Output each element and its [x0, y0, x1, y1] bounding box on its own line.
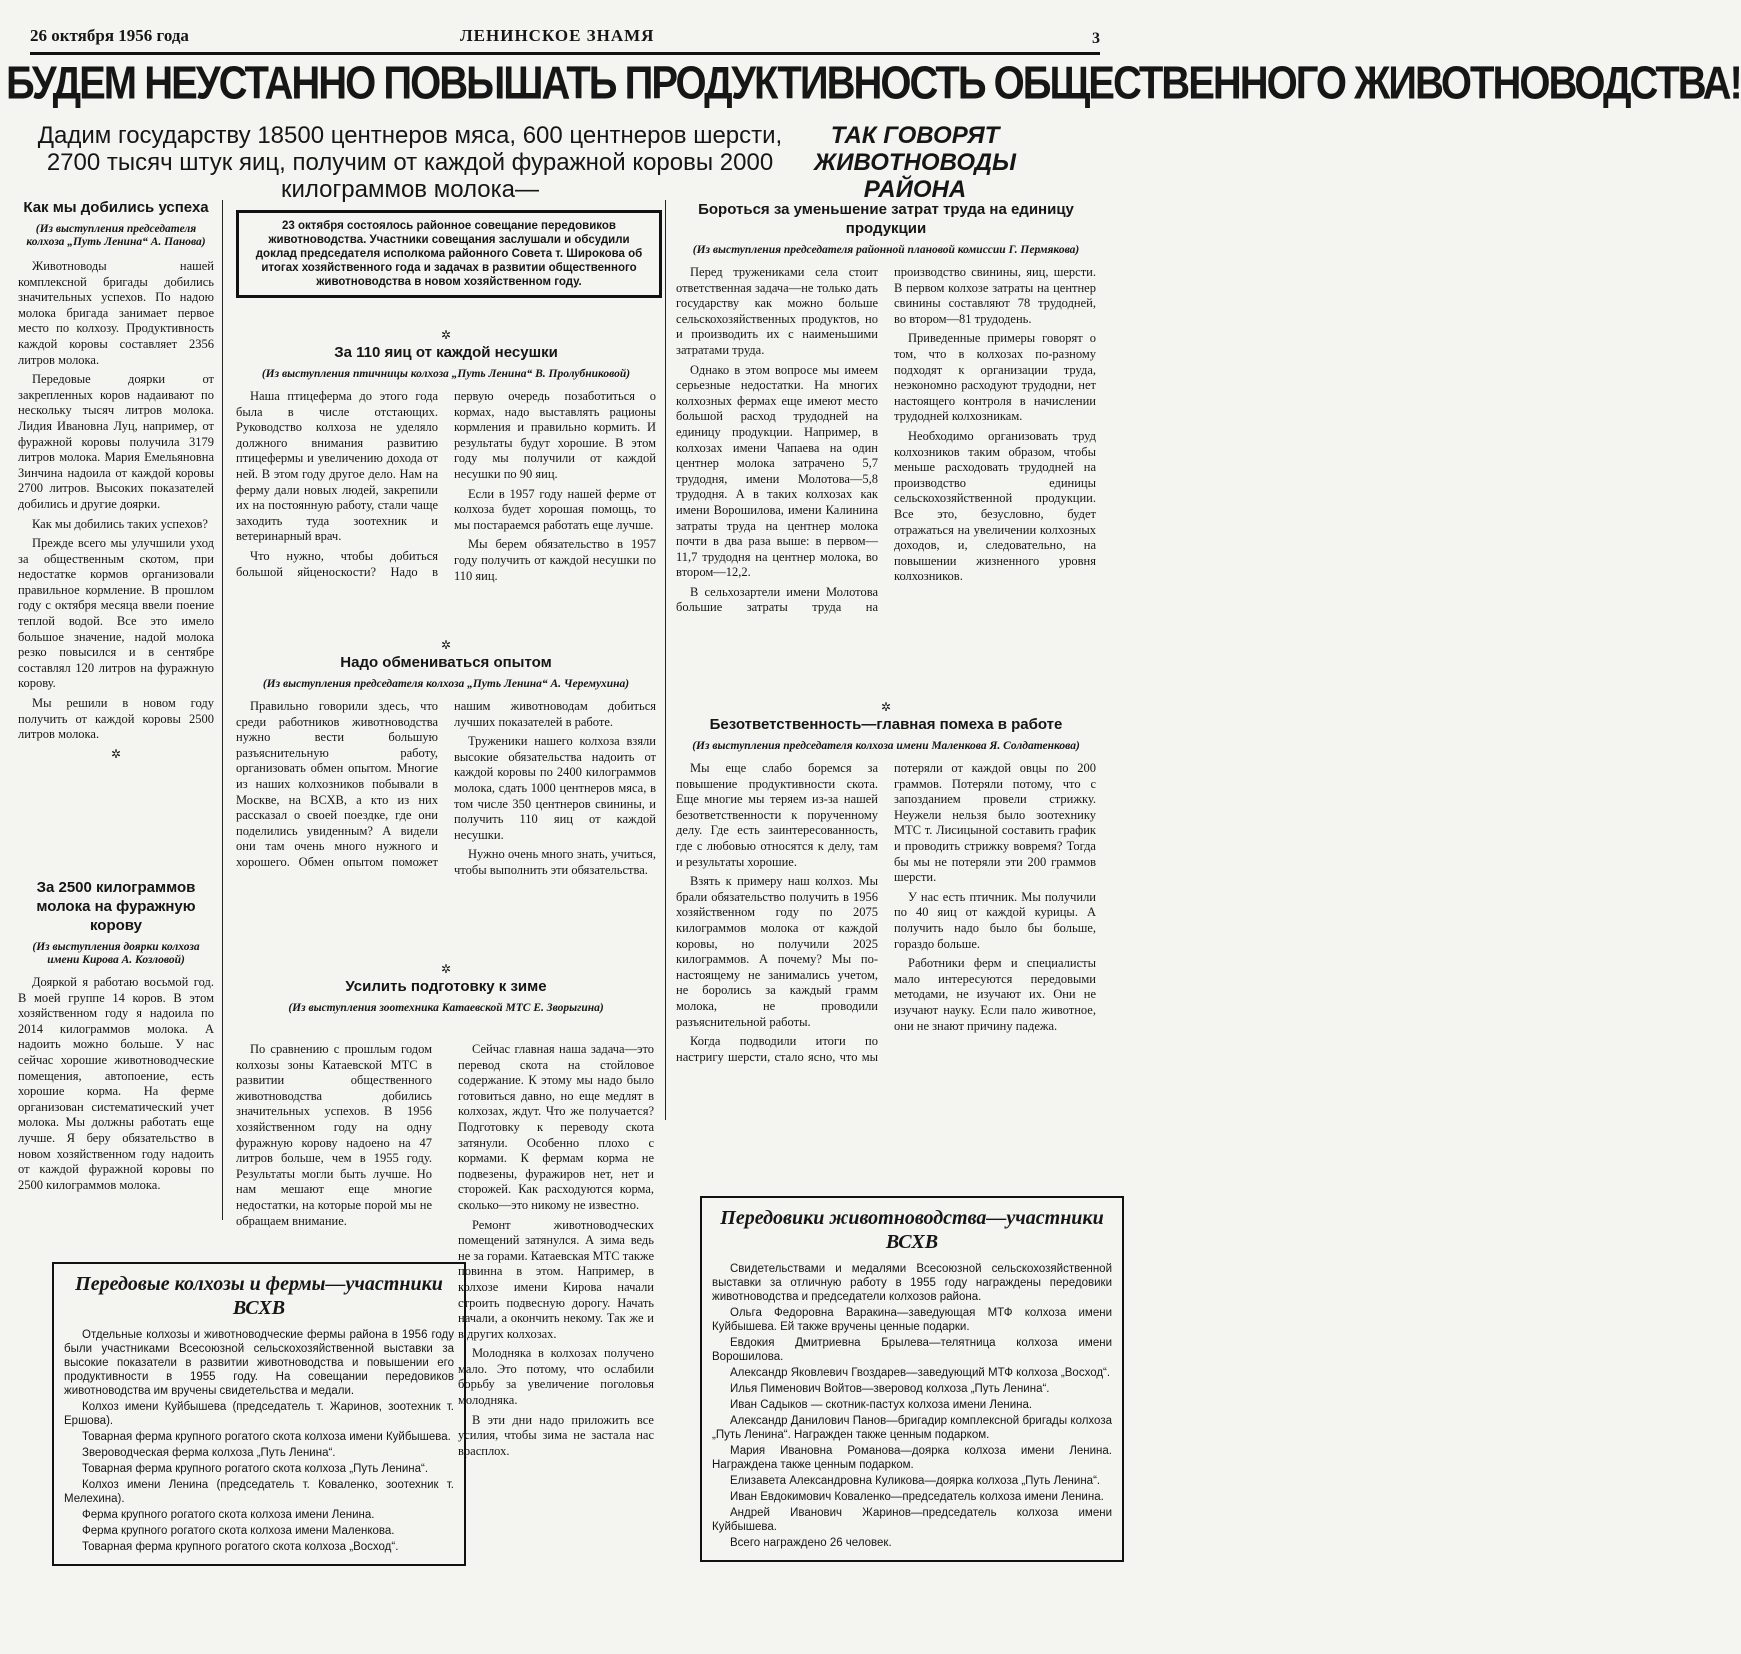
article-body [236, 389, 656, 584]
paragraph: Дояркой я работаю восьмой год. В моей группе 14 коров. В этом хозяйственном году я надоила по 2014 килограммов молока. А надоить можно больше. У нас сейчас хорошие животноводческие помещения, автопоение, есть хорошие корма. На ферме организован систематический учет молока. Мы должны работать еще лучше. Я беру обязательство в новом хозяйственном году надоить от каждой фуражной коровы по 2500 килограммов молока. [18, 975, 214, 1192]
paragraph: По сравнению с прошлым годом колхозы зоны Катаевской МТС в развитии общественного животноводства добились значительных успехов. В 1956 хозяйственном году на одну фуражную корову надоено на 47 литров больше, чем в 1955 году. Результаты могли быть лучше. Но нам мешают еще многие недостатки, на которые порой мы не обращаем внимание. [236, 1042, 432, 1228]
paragraph: Приведенные примеры говорят о том, что в колхозах по-разному подходят к организации труда, неэкономно расходуют трудодни, нет настоящего контроля в начислении трудодней колхозникам. [894, 331, 1096, 424]
paragraph: Что нужно, чтобы добиться большой яйценоскости? Надо в первую очередь позаботиться о кормах, надо выставлять рационы кормления и правильно кормить. И результаты будут хорошие. В этом году мы получили от каждой несушки по 90 яиц. [236, 389, 656, 579]
column-rule-right [665, 200, 666, 1120]
paragraph: Перед тружениками села стоит ответственная задача—не только дать государству как можно больше сельскохозяйственных продуктов, но и производить их с наименьшими затратами труда. [676, 265, 878, 357]
paragraph: Однако в этом вопросе мы имеем серьезные недостатки. На многих колхозных фермах еще имеют место большой расход трудодней на единицу продукции. Например, в колхозах имени Чапаева на один центнер молока затрачено 5,7 трудодня, имени Молотова—5,8 трудодня. А в таких колхозах как имени Ворошилова, имени Калинина затраты труда на центнер молока почти в два раза выше: в первом—11,7 трудодня на центнер молока, во втором—12,2. [676, 362, 878, 580]
article-body-col2 [458, 1042, 654, 1463]
paragraph: В эти дни надо приложить все усилия, чтобы зима не застала нас врасплох. [458, 1412, 654, 1458]
paragraph: Отдельные колхозы и животноводческие фермы района в 1956 году были участниками Всесоюзной сельскохозяйственной выставки за высокие показатели в развитии животноводства и повышении его продуктивности в 1955 году. На совещании передовиков животноводства им вручены свидетельства и медали. [64, 1329, 454, 1397]
paragraph: Взять к примеру наш колхоз. Мы брали обязательство получить в 1956 хозяйственном году по 2075 килограммов молока от каждой коровы, но получили 2025 килограммов. А почему? Мы по-настоящему не занимались учетом, не боролись за каждый грамм молока, не проводили разъяснительной работы. [676, 874, 878, 1029]
article-exchange-experience [236, 638, 656, 879]
list-item: Звероводческая ферма колхоза „Путь Ленина“. [82, 1447, 336, 1459]
paragraph: Как мы добились таких успехов? [32, 516, 208, 531]
article-reduce-labor-costs [676, 200, 1096, 616]
paragraph: Работники ферм и специалисты мало интересуются передовыми методами, не изучают их. Они не изучают науку. Если пало животное, они не знают причину падежа. [894, 956, 1096, 1033]
star-divider: ✲ [440, 328, 452, 342]
article-byline: (Из выступления птичницы колхоза „Путь Ленина“ В. Пролубниковой) [261, 368, 631, 380]
list-item: Колхоз имени Ленина (председатель т. Коваленко, зоотехник т. Мелехина). [64, 1479, 454, 1505]
list-item: Всего награждено 26 человек. [730, 1537, 892, 1549]
masthead [30, 22, 1100, 55]
list-item: Евдокия Дмитриевна Брылева—телятница колхоза имени Ворошилова. [712, 1337, 1112, 1363]
paragraph: Труженики нашего колхоза взяли высокие обязательства надоить от каждой коровы по 2400 килограммов молока, сдать 1000 центнеров мяса, в том числе 350 центнеров свинины, и получить 110 яиц от каждой несушки. [454, 734, 656, 842]
main-headline: БУДЕМ НЕУСТАННО ПОВЫШАТЬ ПРОДУКТИВНОСТЬ ОБЩЕСТВЕННОГО ЖИВОТНОВОДСТВА! [6, 58, 1741, 109]
paragraph: Мы решили в новом году получить от каждой коровы 2500 литров молока. [18, 696, 214, 742]
list-item: Колхоз имени Куйбышева (председатель т. Жаринов, зоотехник т. Ершова). [64, 1401, 454, 1427]
list-item: Андрей Иванович Жаринов—председатель колхоза имени Куйбышева. [712, 1507, 1112, 1533]
paragraph: Необходимо организовать труд колхозников таким образом, чтобы меньше расходовать трудодней на производство единицы сельскохозяйственной продукции. Все это, безусловно, будет отражаться на увеличении колхозных доходов, и, следовательно, на повышении жизненного уровня колхозников. [894, 428, 1096, 584]
article-byline: (Из выступления зоотехника Катаевской МТС Е. Зворыгина) [288, 1002, 604, 1014]
list-item: Товарная ферма крупного рогатого скота колхоза имени Куйбышева. [82, 1431, 451, 1443]
list-item: Ферма крупного рогатого скота колхоза имени Ленина. [82, 1509, 375, 1521]
article-title: Усилить подготовку к зиме [345, 978, 547, 995]
article-title: Надо обмениваться опытом [340, 654, 552, 671]
box-body [64, 1328, 454, 1554]
list-item: Александр Данилович Панов—бригадир комплексной бригады колхоза „Путь Ленина“. Награжден также ценным подарком. [712, 1415, 1112, 1441]
issue-date: 26 октября 1956 года [30, 26, 189, 45]
article-winter-preparation [236, 962, 656, 1023]
article-title: За 110 яиц от каждой несушки [334, 344, 558, 361]
box-title: Передовики животноводства—участники ВСХВ [720, 1207, 1104, 1253]
paragraph: В сельхозартели имени Молотова большие затраты труда на производство свинины, яиц, шерсти. В первом колхозе затраты на центнер свинины составляют 78 трудодней, во втором—81 трудодень. [676, 265, 1096, 615]
article-byline: (Из выступления председателя районной плановой комиссии Г. Пермякова) [692, 244, 1080, 256]
list-item: Илья Пименович Войтов—зверовод колхоза „Путь Ленина“. [730, 1383, 1050, 1395]
article-title: За 2500 килограммов молока на фуражную корову [36, 879, 196, 934]
paragraph: Молодняка в колхозах получено мало. Это потому, что ослабили борьбу за увеличение поголовья молодняка. [458, 1346, 654, 1408]
list-item: Иван Садыков — скотник-пастух колхоза имени Ленина. [730, 1399, 1033, 1411]
star-divider: ✲ [440, 638, 452, 652]
says-livestock-breeders: ТАК ГОВОРЯТ ЖИВОТНОВОДЫ РАЙОНА [814, 122, 1016, 203]
article-body [676, 761, 1096, 1065]
article-110-eggs [236, 328, 656, 584]
column-rule-left [222, 200, 223, 1220]
list-item: Ферма крупного рогатого скота колхоза имени Маленкова. [82, 1525, 395, 1537]
article-body [18, 259, 214, 743]
paragraph: Передовые доярки от закрепленных коров надаивают по нескольку тысяч литров молока. Лидия Ивановна Луц, например, от фуражной коровы получила 3179 литров молока. Мария Емельяновна Зинчина надоила от каждой коровы 2700 литров. Высоких показателей добились и другие доярки. [18, 372, 214, 511]
paragraph: Свидетельствами и медалями Всесоюзной сельскохозяйственной выставки за отличную работу в 1955 году награждены передовики животноводства и председатели колхозов района. [712, 1263, 1112, 1303]
paragraph: Сейчас главная наша задача—это перевод скота на стойловое содержание. К этому мы надо было готовиться давно, но еще медлят в колхозах, ждут. Что же получается? Подготовку к переводу скота затянули. Особенно плохо с кормами. К фермам корма не подвезены, фуражиров нет, нет и сторожей. Как расходуются корма, сколько—это никому не известно. [458, 1042, 654, 1212]
paragraph: Мы берем обязательство в 1957 году получить от каждой несушки по 110 яиц. [454, 537, 656, 583]
box-body [712, 1262, 1112, 1550]
page-number: 3 [1092, 30, 1100, 47]
advanced-farms-box [52, 1262, 466, 1566]
paragraph: У нас есть птичник. Мы получили по 40 яиц от каждой курицы. А получить надо было бы больше, гораздо больше. [894, 889, 1096, 951]
list-item: Елизавета Александровна Куликова—доярка колхоза „Путь Ленина“. [730, 1475, 1101, 1487]
article-how-we-succeeded [18, 198, 214, 762]
article-title: Безответственность—главная помеха в работе [709, 716, 1063, 733]
paragraph: Если в 1957 году нашей ферме от колхоза будет хорошая помощь, то мы постараемся работать еще лучше. [454, 486, 656, 532]
paragraph: Мы еще слабо боремся за повышение продуктивности скота. Еще многие мы теряем из-за нашей безответственности к порученному делу. Где есть заинтересованность, где с любовью относятся к делу, там и результаты хорошие. [676, 761, 878, 869]
list-item: Александр Яковлевич Гвоздарев—заведующий МТФ колхоза „Восход“. [730, 1367, 1111, 1379]
newspaper-name: ЛЕНИНСКОЕ ЗНАМЯ [460, 26, 655, 45]
paragraph: Когда подводили итоги по настригу шерсти, стало ясно, что мы потеряли от каждой овцы по 200 граммов. Потеряли потому, что с запозданием провели стрижку. Неужели нельзя было зоотехнику МТС т. Лисицыной составить график и проводить стрижку вовремя? Тогда бы мы не потеряли эти 200 граммов шерсти. [676, 761, 1096, 1064]
list-item: Ольга Федоровна Варакина—заведующая МТФ колхоза имени Куйбышева. Ей также вручены ценные подарки. [712, 1307, 1112, 1333]
paragraph: Животноводы нашей комплексной бригады добились значительных успехов. По надою молока бригада занимает первое место по колхозу. Продуктивность каждой коровы составляет 2356 литров молока. [18, 259, 214, 367]
article-byline: (Из выступления председателя колхоза „Путь Ленина“ А. Панова) [26, 223, 206, 248]
article-irresponsibility [676, 700, 1096, 1065]
article-2500-kg-milk [18, 878, 214, 1197]
paragraph: Ремонт животноводческих помещений затянулся. А зима ведь не за горами. Катаевская МТС также повинна в этом. Например, в колхозе имени Кирова начали строить подвесную дорогу. Начать начали, а окончить некому. Так же и в других колхозах. [458, 1217, 654, 1341]
box-title: Передовые колхозы и фермы—участники ВСХВ [75, 1273, 443, 1319]
article-body [236, 699, 656, 879]
list-item: Мария Ивановна Романова—доярка колхоза имени Ленина. Награждена также ценным подарком. [712, 1445, 1112, 1471]
article-title: Как мы добились успеха [23, 199, 209, 216]
article-byline: (Из выступления председателя колхоза „Путь Ленина“ А. Черемухина) [262, 678, 630, 690]
paragraph: Нужно очень много знать, учиться, чтобы выполнить эти обязательства. [454, 847, 656, 877]
paragraph: Правильно говорили здесь, что среди работников животноводства нужно вести большую разъяснительную работу, организовать обмен опытом. Многие из наших колхозников побывали в Москве, на ВСХВ, а кто из них рассказал о своей поездке, где они поделились увиденным? А видели они там очень много нужного и хорошего. Обмен опытом поможет нашим животноводам добиться лучших показателей в работе. [236, 699, 656, 869]
article-body [18, 975, 214, 1193]
article-body-col1 [236, 1042, 432, 1233]
paragraph: Наша птицеферма до этого года была в числе отстающих. Руководство колхоза не уделяло должного внимания развитию птицефермы и увеличению дохода от ней. В этом году другое дело. Нам на ферму дали новых людей, закрепили их на постоянную работу, стали чаще заходить туда зоотехник и ветеринарный врач. [236, 389, 438, 544]
star-divider: ✲ [110, 746, 122, 761]
star-divider: ✲ [880, 700, 892, 714]
pledge-subheadline: Дадим государству 18500 центнеров мяса, 600 центнеров шерсти, 2700 тысяч штук яиц, получим от каждой фуражной коровы 2000 килограммов молока— [37, 122, 783, 203]
list-item: Иван Евдокимович Коваленко—председатель колхоза имени Ленина. [730, 1491, 1104, 1503]
article-body [676, 265, 1096, 616]
list-item: Товарная ферма крупного рогатого скота колхоза „Путь Ленина“. [82, 1463, 429, 1475]
article-byline: (Из выступления доярки колхоза имени Кирова А. Козловой) [32, 941, 200, 966]
list-item: Товарная ферма крупного рогатого скота колхоза „Восход“. [82, 1541, 399, 1553]
advanced-workers-box [700, 1196, 1124, 1562]
meeting-announcement-box: 23 октября состоялось районное совещание передовиков животноводства. Участники совещания заслушали и обсудили доклад председателя исполкома районного Совета т. Широкова об итогах хозяйственного года и задачах в развитии общественного животноводства в новом хозяйственном году. [236, 210, 662, 298]
paragraph: Прежде всего мы улучшили уход за общественным скотом, при недостатке кормов организовали правильное кормление. В прошлом году с октября месяца ввели поение теплой водой. Все это имело большое значение, надой молока резко повысился и в сентябре составлял 120 литров на фуражную корову. [18, 536, 214, 691]
star-divider: ✲ [440, 962, 452, 976]
article-byline: (Из выступления председателя колхоза имени Маленкова Я. Солдатенкова) [692, 740, 1080, 752]
article-title: Бороться за уменьшение затрат труда на единицу продукции [698, 201, 1074, 237]
